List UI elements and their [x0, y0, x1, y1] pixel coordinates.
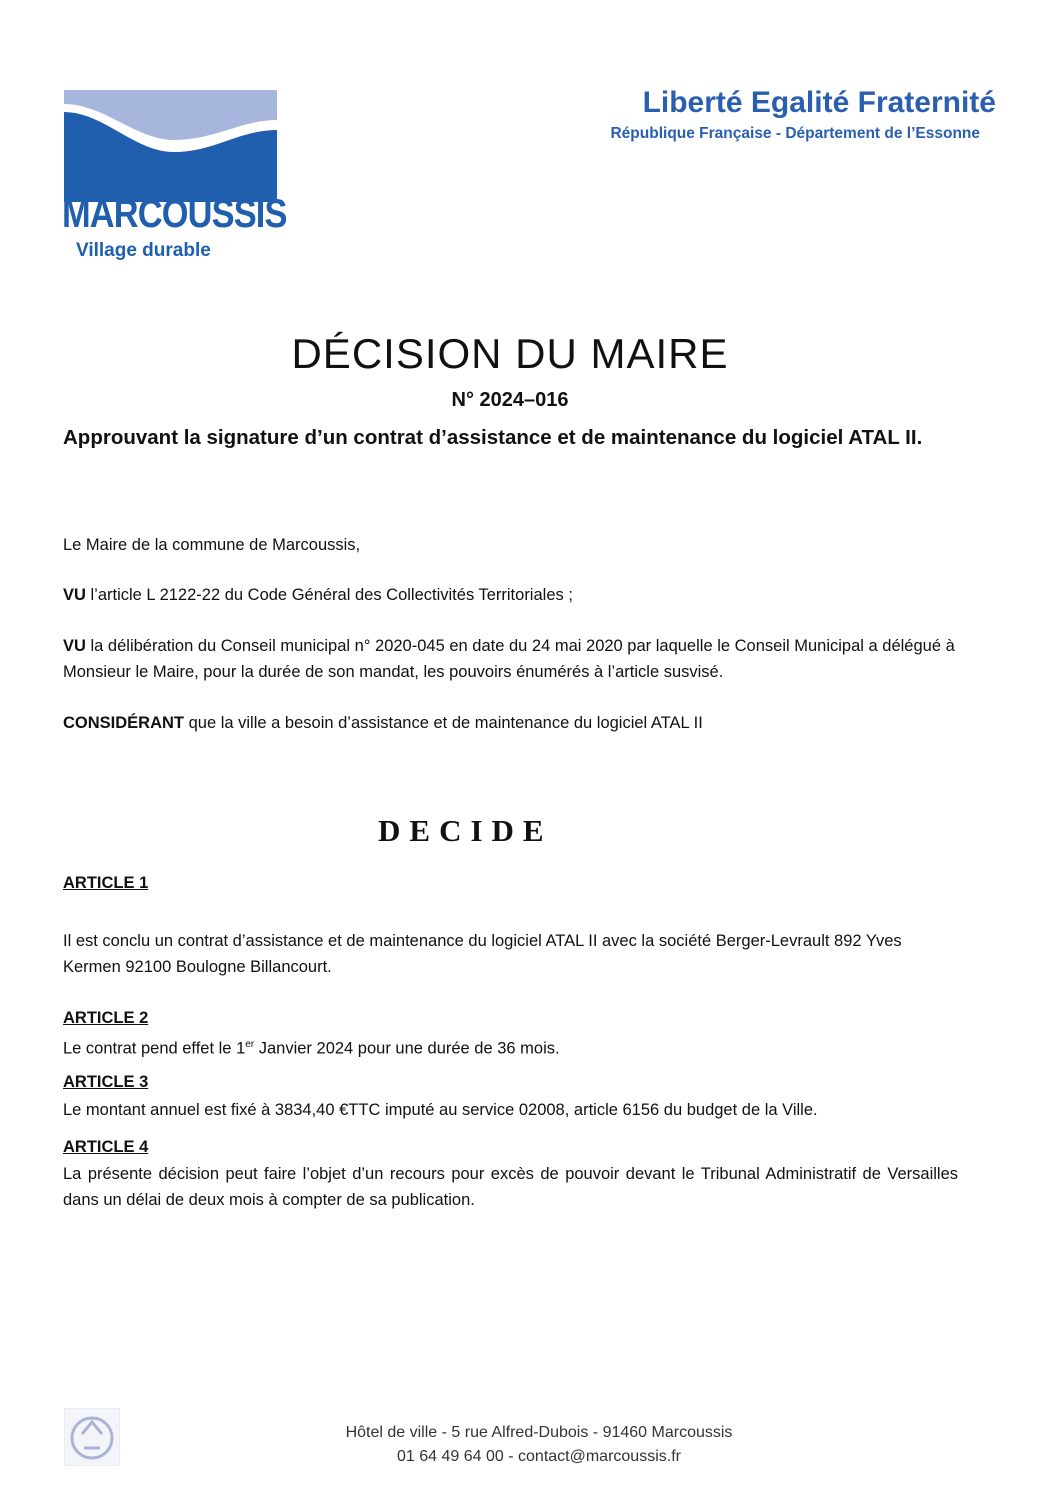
decision-number: N° 2024–016 — [451, 389, 569, 411]
vu-label: VU — [63, 637, 86, 655]
footer-contact: 01 64 49 64 00 - contact@marcoussis.fr — [397, 1448, 681, 1465]
article-2-text — [63, 1032, 958, 1062]
article-2-label: ARTICLE 2 — [63, 1009, 149, 1027]
footer-address: Hôtel de ville - 5 rue Alfred-Dubois - 91460 Marcoussis — [345, 1424, 733, 1441]
decide-heading: DECIDE — [378, 813, 553, 848]
article-4-text: La présente décision peut faire l’objet d’un recours pour excès de pouvoir devant le Tribunal Administratif de Versailles dans un délai de deux mois à compter de sa publication. — [63, 1165, 958, 1209]
article-1-text: Il est conclu un contrat d’assistance et de maintenance du logiciel ATAL II avec la société Berger-Levrault 892 Yves Kermen 92100 Boulogne Billancourt. — [63, 932, 902, 976]
vu-label: VU — [63, 586, 86, 604]
article-3-text: Le montant annuel est fixé à 3834,40 €TTC imputé au service 02008, article 6156 du budget de la Ville. — [63, 1101, 818, 1119]
considerant-text: que la ville a besoin d’assistance et de maintenance du logiciel ATAL II — [184, 714, 703, 732]
logo-tagline: Village durable — [76, 240, 211, 261]
document-title: DÉCISION DU MAIRE — [291, 330, 729, 377]
republic-motto: Liberté Egalité Fraternité — [642, 86, 996, 119]
ordinal-suffix: er — [245, 1039, 255, 1050]
considerant-paragraph — [63, 710, 958, 736]
article-3-label: ARTICLE 3 — [63, 1073, 149, 1091]
republic-subtitle: République Française - Département de l’Essonne — [610, 125, 980, 142]
article-4-label: ARTICLE 4 — [63, 1138, 149, 1156]
intro-text: Le Maire de la commune de Marcoussis, — [63, 536, 361, 554]
article-1-label: ARTICLE 1 — [63, 874, 149, 892]
marcoussis-logo — [62, 90, 287, 265]
logo-name: MARCOUSSIS — [62, 192, 287, 236]
vu-text: l’article L 2122-22 du Code Général des Collectivités Territoriales ; — [85, 586, 573, 604]
considerant-label: CONSIDÉRANT — [63, 714, 185, 732]
decision-subject: Approuvant la signature d’un contrat d’assistance et de maintenance du logiciel ATAL II. — [63, 426, 923, 449]
vu-paragraph-2 — [63, 633, 958, 685]
article-2-text-part: Janvier 2024 pour une durée de 36 mois. — [254, 1039, 560, 1058]
vu-paragraph-1 — [63, 582, 958, 608]
vu-text: la délibération du Conseil municipal n° 2020-045 en date du 24 mai 2020 par laquelle le Conseil Municipal a délégué à Monsieur le Maire, pour la durée de son mandat, les pouvoirs énumérés à l’article susvisé. — [63, 637, 955, 681]
article-2-text-part: Le contrat pend effet le 1 — [63, 1039, 246, 1058]
